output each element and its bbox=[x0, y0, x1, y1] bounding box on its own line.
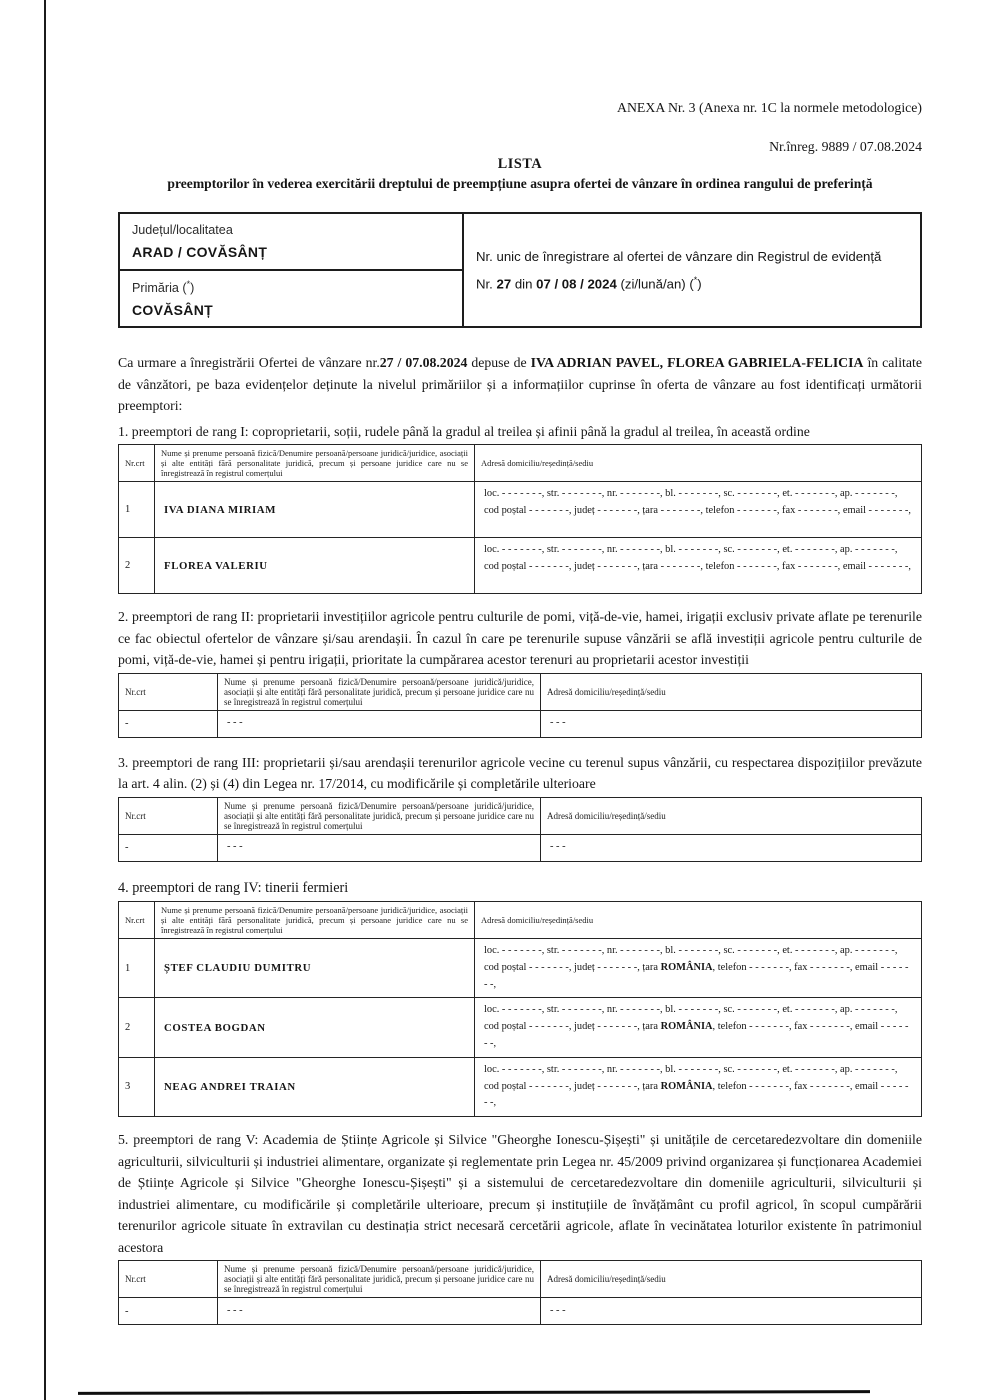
address-cell bbox=[475, 1057, 922, 1116]
offer-nr-mid: din bbox=[511, 276, 537, 292]
table-row bbox=[119, 998, 922, 1057]
table-row bbox=[119, 1057, 922, 1116]
footnote-asterisk: * bbox=[186, 278, 191, 289]
name-cell: COSTEA BOGDAN bbox=[155, 998, 475, 1057]
offer-nr-value: 27 bbox=[496, 276, 512, 292]
col-header-nr: Nr.crt bbox=[119, 673, 218, 710]
table-row bbox=[119, 482, 922, 538]
col-header-nr: Nr.crt bbox=[119, 445, 155, 482]
county-cell bbox=[119, 213, 463, 270]
col-header-address: Adresă domiciliu/reședință/sediu bbox=[475, 902, 922, 939]
country-value-bold: ROMÂNIA bbox=[660, 961, 713, 973]
header-info-row-1 bbox=[119, 213, 921, 270]
scan-bottom-line bbox=[78, 1390, 870, 1395]
intro-paragraph bbox=[118, 352, 922, 417]
col-header-name: Nume și prenume persoană fizică/Denumire persoană/persoane juridică/juridice, asociații și alte entități fără personalitate juridică, precum și persoane juridice care nu se înregistrează în registrul comerțului bbox=[155, 902, 475, 939]
section-5-heading: 5. preemptori de rang V: Academia de Științe Agricole și Silvice "Gheorghe Ionescu-Șișești" și unitățile de cercetaredezvoltare din domeniile agriculturii, silviculturii și industriei alimentare, organizate și reglementate prin Legea nr. 45/2009 privind organizarea și funcționarea Academiei de Științe Agricole și Silvice "Gheorghe Ionescu-Șișești" și a sistemului de cercetaredezvoltare din domeniile agriculturii, silviculturii și industriei alimentare, cu modificările și completările ulterioare, precum și instituțiile de învățământ cu profil agricol, în scopul cumpărării terenurilor agricole situate în extravilan cu destinația strict necesară cercetării agricole, aflate în vecinătatea loturilor existente în patrimoniul acestora bbox=[118, 1132, 922, 1255]
address-cell: - - - bbox=[541, 834, 922, 861]
sellers-names-bold: IVA ADRIAN PAVEL, FLOREA GABRIELA-FELICIA bbox=[530, 355, 864, 370]
rank5-preemptors-table bbox=[118, 1260, 922, 1325]
offer-date-suffix: (zi/lună/an) ( bbox=[616, 276, 694, 292]
col-header-name: Nume și prenume persoană fizică/Denumire persoană/persoane juridică/juridice, asociații și alte entități fără personalitate juridică, precum și persoane juridice care nu se înregistrează în registrul comerțului bbox=[218, 1261, 541, 1298]
col-header-address: Adresă domiciliu/reședință/sediu bbox=[541, 673, 922, 710]
rank1-preemptors-table bbox=[118, 444, 922, 594]
col-header-address: Adresă domiciliu/reședință/sediu bbox=[541, 1261, 922, 1298]
address-text-post: , telefon - - - - - - -, fax - - - - - - -, email - - - - - - -, bbox=[484, 1080, 909, 1109]
town-hall-label-text: Primăria ( bbox=[132, 281, 187, 296]
name-cell: - - - bbox=[218, 710, 541, 737]
header-info-table bbox=[118, 212, 922, 328]
col-header-name: Nume și prenume persoană fizică/Denumire persoană/persoane juridică/juridice, asociații și alte entități fără personalitate juridică, precum și persoane juridice care nu se înregistrează în registrul comerțului bbox=[218, 673, 541, 710]
row-number-cell: - bbox=[119, 710, 218, 737]
rank4-preemptors-table bbox=[118, 901, 922, 1117]
address-text-post: , telefon - - - - - - -, fax - - - - - - -, email - - - - - - -, bbox=[484, 1021, 909, 1049]
section-4-heading: 4. preemptori de rang IV: tinerii fermieri bbox=[118, 879, 349, 896]
address-cell: - - - bbox=[541, 1298, 922, 1325]
document-subtitle: preemptorilor în vederea exercitării dreptului de preempțiune asupra ofertei de vânzare în ordinea rangului de preferință bbox=[167, 176, 873, 191]
country-value-bold: ROMÂNIA bbox=[660, 1021, 713, 1033]
row-number-cell: 2 bbox=[119, 998, 155, 1057]
table-row-empty bbox=[119, 834, 922, 861]
row-number-cell: 2 bbox=[119, 538, 155, 594]
table-header-row bbox=[119, 902, 922, 939]
footnote-asterisk: * bbox=[693, 274, 698, 285]
name-cell: IVA DIANA MIRIAM bbox=[155, 482, 475, 538]
offer-paren-close: ) bbox=[697, 276, 702, 292]
col-header-name: Nume și prenume persoană fizică/Denumire persoană/persoane juridică/juridice, asociații și alte entități fără personalitate juridică, precum și persoane juridice care nu se înregistrează în registrul comerțului bbox=[218, 797, 541, 834]
section-2-heading: 2. preemptori de rang II: proprietarii investițiilor agricole pentru culturile de pomi, viță-de-vie, hamei, irigații exclusiv private aflate pe terenurile ce fac obiectul ofertelor de vânzare și/sau arendașii. În cazul în care pe terenurile supuse vânzării se află investiții agricole pentru culturile de pomi, viță-de-vie, hamei și pentru irigații, prioritate la cumpărarea acestor terenuri au proprietarii acestor investiții bbox=[118, 609, 922, 667]
address-text-pre: loc. - - - - - - -, str. - - - - - - -, nr. - - - - - - -, bl. - - - - - - -, sc. - - - - - - -, et. - - - - - - -, ap. - - - - - - -, cod poștal - - - - - - -, județ - - - - - - -, țara bbox=[484, 1004, 898, 1033]
offer-date-value: 07 / 08 / 2024 bbox=[536, 276, 617, 292]
col-header-name: Nume și prenume persoană fizică/Denumire persoană/persoane juridică/juridice, asociații și alte entități fără personalitate juridică, precum și persoane juridice care nu se înregistrează în registrul comerțului bbox=[155, 445, 475, 482]
col-header-nr: Nr.crt bbox=[119, 902, 155, 939]
offer-nr-prefix: Nr. bbox=[476, 276, 497, 292]
town-hall-paren-close: ) bbox=[190, 281, 195, 296]
address-cell: - - - bbox=[541, 710, 922, 737]
name-cell: - - - bbox=[218, 834, 541, 861]
table-row-empty bbox=[119, 710, 922, 737]
document-content bbox=[118, 0, 922, 1325]
offer-register-number bbox=[476, 275, 908, 291]
annex-reference: ANEXA Nr. 3 (Anexa nr. 1C la normele metodologice) bbox=[617, 100, 922, 115]
address-cell: loc. - - - - - - -, str. - - - - - - -, nr. - - - - - - -, bl. - - - - - - -, sc. - - - - - - -, et. - - - - - - -, ap. - - - - - - -, cod poștal - - - - - - -, județ - - - - - - -, țara - - - - - - -, telefon - - - - - - -, fax - - - - - - -, email - - - - - - -, bbox=[475, 482, 922, 538]
table-header-row bbox=[119, 673, 922, 710]
intro-text-3: în calitate de vânzători, pe baza evidențelor deținute la nivelul primăriilor și a informațiilor cuprinse în oferta de vânzare au fost identificați următorii preemptori: bbox=[118, 355, 922, 413]
row-number-cell: - bbox=[119, 834, 218, 861]
intro-text-1: Ca urmare a înregistrării Ofertei de vânzare nr. bbox=[118, 355, 380, 370]
county-value: ARAD / COVĂSÂNȚ bbox=[132, 244, 268, 260]
col-header-address: Adresă domiciliu/reședință/sediu bbox=[475, 445, 922, 482]
name-cell: - - - bbox=[218, 1298, 541, 1325]
offer-register-label: Nr. unic de înregistrare al ofertei de vânzare din Registrul de evidență bbox=[476, 248, 882, 264]
row-number-cell: - bbox=[119, 1298, 218, 1325]
offer-register-cell bbox=[463, 213, 921, 327]
col-header-nr: Nr.crt bbox=[119, 1261, 218, 1298]
col-header-nr: Nr.crt bbox=[119, 797, 218, 834]
section-3-heading: 3. preemptori de rang III: proprietarii și/sau arendașii terenurilor agricole vecine cu terenul supus vânzării, cu respectarea dispozițiilor prevăzute la art. 4 alin. (2) și (4) din Legea nr. 17/2014, cu modificările și completările ulterioare bbox=[118, 754, 922, 791]
town-hall-cell bbox=[119, 270, 463, 327]
town-hall-label bbox=[132, 279, 450, 295]
address-text-pre: loc. - - - - - - -, str. - - - - - - -, nr. - - - - - - -, bl. - - - - - - -, sc. - - - - - - -, et. - - - - - - -, ap. - - - - - - -, cod poștal - - - - - - -, județ - - - - - - -, țara bbox=[484, 1063, 898, 1092]
address-text-pre: loc. - - - - - - -, str. - - - - - - -, nr. - - - - - - -, bl. - - - - - - -, sc. - - - - - - -, et. - - - - - - -, ap. - - - - - - -, cod poștal - - - - - - -, județ - - - - - - -, țara bbox=[484, 945, 898, 973]
table-header-row bbox=[119, 445, 922, 482]
address-cell bbox=[475, 998, 922, 1057]
table-header-row bbox=[119, 797, 922, 834]
table-header-row bbox=[119, 1261, 922, 1298]
section-1-heading: 1. preemptori de rang I: coproprietarii, soții, rudele până la gradul al treilea și afinii până la gradul al treilea, în această ordine bbox=[118, 423, 810, 439]
country-value-bold: ROMÂNIA bbox=[660, 1080, 713, 1092]
offer-number-bold: 27 / 07.08.2024 bbox=[379, 355, 468, 370]
rank3-preemptors-table bbox=[118, 797, 922, 862]
name-cell: NEAG ANDREI TRAIAN bbox=[155, 1057, 475, 1116]
county-label: Județul/localitatea bbox=[132, 223, 233, 237]
intro-text-2: depuse de bbox=[467, 355, 531, 370]
table-row-empty bbox=[119, 1298, 922, 1325]
row-number-cell: 3 bbox=[119, 1057, 155, 1116]
table-row bbox=[119, 939, 922, 998]
row-number-cell: 1 bbox=[119, 939, 155, 998]
rank2-preemptors-table bbox=[118, 673, 922, 738]
name-cell: FLOREA VALERIU bbox=[155, 538, 475, 594]
scan-edge-line bbox=[44, 0, 46, 1400]
address-cell bbox=[475, 939, 922, 998]
row-number-cell: 1 bbox=[119, 482, 155, 538]
name-cell: ȘTEF CLAUDIU DUMITRU bbox=[155, 939, 475, 998]
registration-number-line: Nr.înreg. 9889 / 07.08.2024 bbox=[769, 139, 922, 154]
table-row bbox=[119, 538, 922, 594]
document-title: LISTA bbox=[497, 156, 543, 172]
address-cell: loc. - - - - - - -, str. - - - - - - -, nr. - - - - - - -, bl. - - - - - - -, sc. - - - - - - -, et. - - - - - - -, ap. - - - - - - -, cod poștal - - - - - - -, județ - - - - - - -, țara - - - - - - -, telefon - - - - - - -, fax - - - - - - -, email - - - - - - -, bbox=[475, 538, 922, 594]
town-hall-value: COVĂSÂNȚ bbox=[132, 302, 213, 319]
col-header-address: Adresă domiciliu/reședință/sediu bbox=[541, 797, 922, 834]
address-text-post: , telefon - - - - - - -, fax - - - - - - -, email - - - - - - -, bbox=[484, 961, 909, 990]
